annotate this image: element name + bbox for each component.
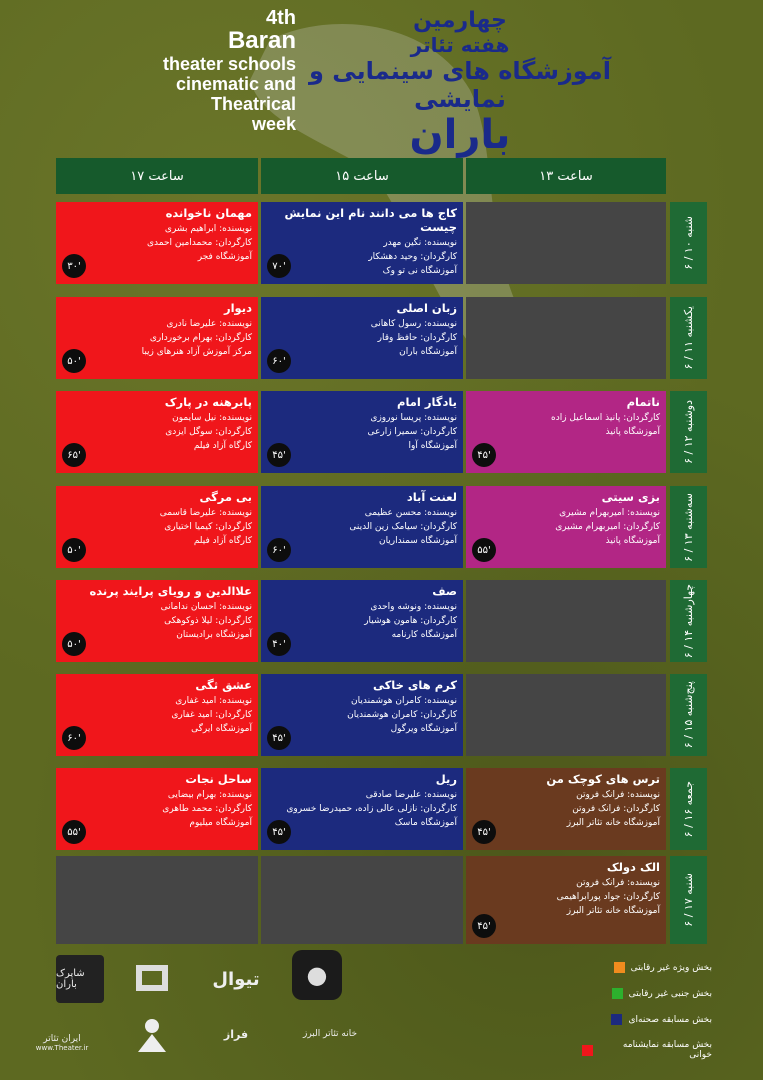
- duration-badge: ۵۰': [62, 538, 86, 562]
- shapark-logo: [128, 955, 176, 1003]
- legend-swatch: [611, 1014, 622, 1025]
- show-card: صف نویسنده: ونوشه واحدی کارگردان: هامون هوشیار آموزشگاه کارنامه ۴۰': [261, 580, 463, 662]
- duration-badge: ۵۰': [62, 632, 86, 656]
- title-en-line1: 4th: [266, 7, 296, 29]
- persian-title: [300, 8, 620, 157]
- day-label: پنج‌شنبه ۱۵ / ۶: [670, 674, 707, 756]
- empty-slot: [466, 674, 666, 756]
- title-fa-line3: آموزشگاه های سینمایی و نمایشی: [309, 57, 611, 113]
- legend-item: بخش ویژه غیر رقابتی: [582, 962, 712, 973]
- legend-item: بخش جنبی غیر رقابتی: [582, 988, 712, 999]
- title-fa-line4: باران: [409, 112, 511, 158]
- duration-badge: ۴۵': [472, 820, 496, 844]
- show-card: لعنت آباد نویسنده: محسن عظیمی کارگردان: سیامک زین الدینی آموزشگاه سمنداریان ۶۰': [261, 486, 463, 568]
- duration-badge: ۴۵': [472, 914, 496, 938]
- duration-badge: ۴۵': [472, 443, 496, 467]
- day-label: شنبه ۱۷ / ۶: [670, 856, 707, 944]
- duration-badge: ۵۵': [472, 538, 496, 562]
- duration-badge: ۷۰': [267, 254, 291, 278]
- legend-swatch: [614, 962, 625, 973]
- show-card: بی مرگی نویسنده: علیرضا قاسمی کارگردان: کیمیا اختیاری کارگاه آزاد فیلم ۵۰': [56, 486, 258, 568]
- duration-badge: ۵۵': [62, 820, 86, 844]
- header-17: ساعت ۱۷: [56, 158, 258, 194]
- english-title: [150, 8, 296, 134]
- show-card: یادگار امام نویسنده: پریسا نوروزی کارگردان: سمیرا زارعی آموزشگاه آوا ۴۵': [261, 391, 463, 473]
- duration-badge: ۴۰': [267, 632, 291, 656]
- title-en-line4: cinematic and: [175, 74, 296, 94]
- show-card: الک دولک نویسنده: فرانک فروتن کارگردان: جواد پورابراهیمی آموزشگاه خانه تئاتر البرز ۴۵': [466, 856, 666, 944]
- duration-badge: ۴۵': [267, 443, 291, 467]
- day-label: دوشنبه ۱۲ / ۶: [670, 391, 707, 473]
- duration-badge: ۶۵': [62, 443, 86, 467]
- empty-slot: [466, 297, 666, 379]
- tivall-logo: تیوال: [212, 968, 260, 990]
- duration-badge: ۶۰': [62, 726, 86, 750]
- empty-slot: [56, 856, 258, 944]
- show-card: علاالدین و رویای پرایند پرنده نویسنده: احسان ندامانی کارگردان: لیلا ذوکوهکی آموزشگاه برادیستان ۵۰': [56, 580, 258, 662]
- title-en-line2: Baran: [227, 27, 296, 54]
- show-card: ریل نویسنده: علیرضا صادقی کارگردان: نازلی عالی زاده، حمیدرضا خسروی آموزشگاه ماسک ۴۵': [261, 768, 463, 850]
- day-label: جمعه ۱۶ / ۶: [670, 768, 707, 850]
- day-label: شنبه ۱۰ / ۶: [670, 202, 707, 284]
- legend-item: بخش مسابقه صحنه‌ای: [582, 1014, 712, 1025]
- duration-badge: ۵۰': [62, 349, 86, 373]
- show-card: کرم های خاکی نویسنده: کامران هوشمندیان کارگردان: کامران هوشمندیان آموزشگاه ویرگول ۴۵': [261, 674, 463, 756]
- duration-badge: ۴۵': [267, 820, 291, 844]
- header-15: ساعت ۱۵: [261, 158, 463, 194]
- faraz-logo: فراز: [223, 1027, 249, 1041]
- show-card: بزی سیتی نویسنده: امیربهرام مشیری کارگردان: امیربهرام مشیری آموزشگاه پانیذ ۵۵': [466, 486, 666, 568]
- show-card: مهمان ناخوانده نویسنده: ابراهیم بشری کارگردان: محمدامین احمدی آموزشگاه فجر ۳۰': [56, 202, 258, 284]
- iran-theater-logo: ایران تئاتر www.Theater.ir: [35, 1033, 89, 1052]
- show-card: زبان اصلی نویسنده: رسول کاهانی کارگردان: حافظ وقار آموزشگاه باران ۶۰': [261, 297, 463, 379]
- empty-slot: [466, 580, 666, 662]
- title-fa-line2: هفته تئاتر: [410, 33, 510, 57]
- duration-badge: ۶۰': [267, 538, 291, 562]
- day-label: یکشنبه ۱۱ / ۶: [670, 297, 707, 379]
- empty-slot: [466, 202, 666, 284]
- show-card: ناتمام کارگردان: پانیذ اسماعیل زاده آموزشگاه پانیذ ۴۵': [466, 391, 666, 473]
- khaneh-logo: خانه تئاتر البرز: [302, 1029, 358, 1039]
- nar-logo: شاپرک باران: [56, 955, 104, 1003]
- legend-swatch: [582, 1045, 593, 1056]
- legend-swatch: [612, 988, 623, 999]
- title-en-line3: theater schools: [162, 54, 296, 74]
- show-card: عشق ثگی نویسنده: امید غفاری کارگردان: امید غفاری آموزشگاه ایرگی ۶۰': [56, 674, 258, 756]
- empty-slot: [261, 856, 463, 944]
- day-label: سه‌شنبه ۱۳ / ۶: [670, 486, 707, 568]
- day-label: چهارشنبه ۱۴ / ۶: [670, 580, 707, 662]
- title-fa-line1: چهارمین: [413, 8, 507, 33]
- duration-badge: ۶۰': [267, 349, 291, 373]
- duration-badge: ۴۵': [267, 726, 291, 750]
- show-card: دیوار نویسنده: علیرضا نادری کارگردان: بهرام برخورداری مرکز آموزش آزاد هنرهای زیبا ۵۰': [56, 297, 258, 379]
- title-en-line5: Theatrical: [210, 94, 296, 114]
- header-13: ساعت ۱۳: [466, 158, 666, 194]
- show-card: کاج ها می دانند نام این نمایش چیست نویسنده: نگین مهدر کارگردان: وحید دهشکار آموزشگاه نی تو وک ۷۰': [261, 202, 463, 284]
- show-card: ساحل نجات نویسنده: بهرام بیضایی کارگردان: محمد طاهری آموزشگاه میلیوم ۵۵': [56, 768, 258, 850]
- show-card: ترس های کوچک من نویسنده: فرانک فروتن کارگردان: فرانک فروتن آموزشگاه خانه تئاتر البرز ۴۵': [466, 768, 666, 850]
- show-card: پابرهنه در پارک نویسنده: نیل سایمون کارگردان: سوگل ایزدی کارگاه آزاد فیلم ۶۵': [56, 391, 258, 473]
- group-logo: [128, 1010, 176, 1058]
- legend-item: بخش مسابقه نمایشنامه خوانی: [582, 1040, 712, 1060]
- duration-badge: ۳۰': [62, 254, 86, 278]
- app-logo: ●: [292, 950, 342, 1000]
- title-en-line6: week: [251, 114, 296, 134]
